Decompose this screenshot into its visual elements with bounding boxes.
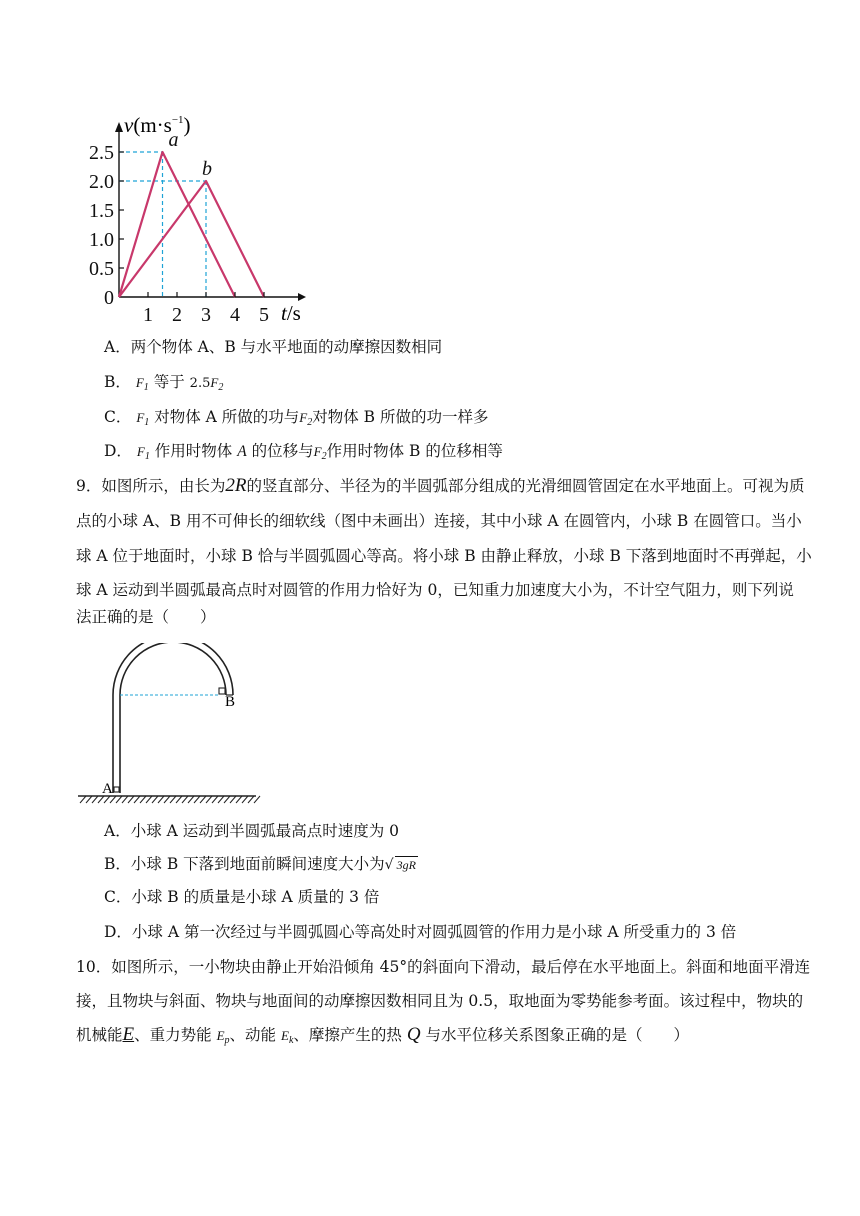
f1-symbol: $F_1$ — [135, 375, 149, 393]
q8-option-d: D． $F_1$ 作用时物体 A 的位移与$F_2$作用时物体 B 的位移相等 — [104, 442, 503, 462]
hatch-stroke — [80, 796, 86, 803]
hatch-stroke — [128, 796, 134, 803]
q9-option-d: D．小球 A 第一次经过与半圆弧圆心等高处时对圆弧圆管的作用力是小球 A 所受重力的 3 倍 — [104, 923, 737, 941]
hatch-stroke — [224, 796, 230, 803]
q9-option-a: A．小球 A 运动到半圆弧最高点时速度为 0 — [104, 822, 400, 840]
hatch-stroke — [92, 796, 98, 803]
y-tick-label: 2.5 — [89, 142, 114, 164]
y-tick-label: 2.0 — [89, 171, 114, 193]
hatch-stroke — [122, 796, 128, 803]
hatch-stroke — [206, 796, 212, 803]
q10-line-1: 10．如图所示，一小物块由静止开始沿倾角 45°的斜面向下滑动，最后停在水平地面上。斜面和地面平滑连 — [76, 958, 811, 976]
hatch-stroke — [146, 796, 152, 803]
hatch-stroke — [182, 796, 188, 803]
hatch-stroke — [164, 796, 170, 803]
q9-line-1: 9．如图所示，由长为2R的竖直部分、半径为的半圆弧部分组成的光滑细圆管固定在水平地面上。可视为质 — [76, 475, 805, 496]
chart-ticks — [89, 142, 269, 326]
velocity-time-chart — [76, 108, 316, 330]
q9-option-c: C．小球 B 的质量是小球 A 质量的 3 倍 — [104, 888, 380, 906]
q8-option-b: B． $F_1$ 等于 $2.5F_2$ — [104, 373, 224, 393]
q8-option-c: C． $F_1$ 对物体 A 所做的功与$F_2$对物体 B 所做的功一样多 — [104, 408, 489, 428]
hatch-stroke — [116, 796, 122, 803]
y-axis-label: $v(m\cdot s^{-1})$ — [124, 113, 191, 137]
label-b: B — [225, 694, 236, 710]
hatch-stroke — [230, 796, 236, 803]
q9-line-5: 法正确的是（ ） — [76, 608, 216, 626]
hatch-stroke — [194, 796, 200, 803]
hatch-stroke — [200, 796, 206, 803]
tube-diagram — [78, 643, 278, 805]
hatch-stroke — [140, 796, 146, 803]
q8-option-a: A．两个物体 A、B 与水平地面的动摩擦因数相同 — [104, 338, 443, 356]
chart-guides — [119, 152, 206, 297]
q9-line-4: 球 A 运动到半圆弧最高点时对圆管的作用力恰好为 0，已知重力加速度大小为，不计空气阻力，则下列说 — [76, 581, 794, 599]
x-tick-label: 5 — [259, 304, 269, 326]
y-tick-label: 1.0 — [89, 229, 114, 251]
y-tick-label: 1.5 — [89, 200, 114, 222]
q10-line-2: 接，且物块与斜面、物块与地面间的动摩擦因数相同且为 0.5，取地面为零势能参考面。该过程中，物块的 — [76, 992, 804, 1010]
y-tick-label: 0 — [104, 287, 114, 309]
x-axis-arrow — [298, 293, 306, 301]
x-tick-label: 4 — [230, 304, 240, 326]
y-tick-label: 0.5 — [89, 258, 114, 280]
y-axis-arrow — [115, 122, 123, 132]
chart-lines — [119, 129, 264, 297]
f2-symbol: $F_2$ — [210, 375, 224, 393]
hatch-stroke — [110, 796, 116, 803]
q9-line-3: 球 A 位于地面时，小球 B 恰与半圆弧圆心等高。将小球 B 由静止释放，小球 B 下落到地面时不再弹起，小 — [76, 547, 812, 565]
label-a: A — [102, 781, 113, 797]
tube-outer-wall — [113, 643, 236, 793]
hatch-stroke — [152, 796, 158, 803]
hatch-stroke — [248, 796, 254, 803]
q10-line-3: 机械能E、重力势能 $E_p$、动能 $E_k$、摩擦产生的热 Q 与水平位移关系图象正确的是（ ） — [76, 1024, 690, 1046]
x-tick-label: 3 — [201, 304, 211, 326]
hatch-stroke — [176, 796, 182, 803]
hatch-stroke — [188, 796, 194, 803]
series-line-b — [119, 181, 264, 297]
hatch-stroke — [170, 796, 176, 803]
hatch-stroke — [86, 796, 92, 803]
ball-a — [114, 787, 119, 792]
q9-option-b: B．小球 B 下落到地面前瞬间速度大小为√ 3gR — [104, 855, 416, 873]
series-label-a: a — [168, 129, 179, 151]
hatch-stroke — [134, 796, 140, 803]
hatch-stroke — [104, 796, 110, 803]
hatch-stroke — [242, 796, 248, 803]
x-axis-label: t/s — [281, 301, 301, 325]
hatch-stroke — [218, 796, 224, 803]
hatch-stroke — [236, 796, 242, 803]
q9-line-2: 点的小球 A、B 用不可伸长的细软线（图中未画出）连接，其中小球 A 在圆管内，小球 B 在圆管口。当小 — [76, 512, 802, 530]
tube-inner-wall — [120, 643, 226, 793]
hatch-stroke — [158, 796, 164, 803]
hatch-stroke — [254, 796, 260, 803]
series-label-b: b — [202, 158, 212, 180]
hatch-stroke — [98, 796, 104, 803]
sqrt-3gr: 3gR — [396, 858, 416, 872]
x-tick-label: 1 — [143, 304, 153, 326]
hatch-stroke — [212, 796, 218, 803]
x-tick-label: 2 — [172, 304, 182, 326]
ground-hatching — [80, 796, 260, 803]
